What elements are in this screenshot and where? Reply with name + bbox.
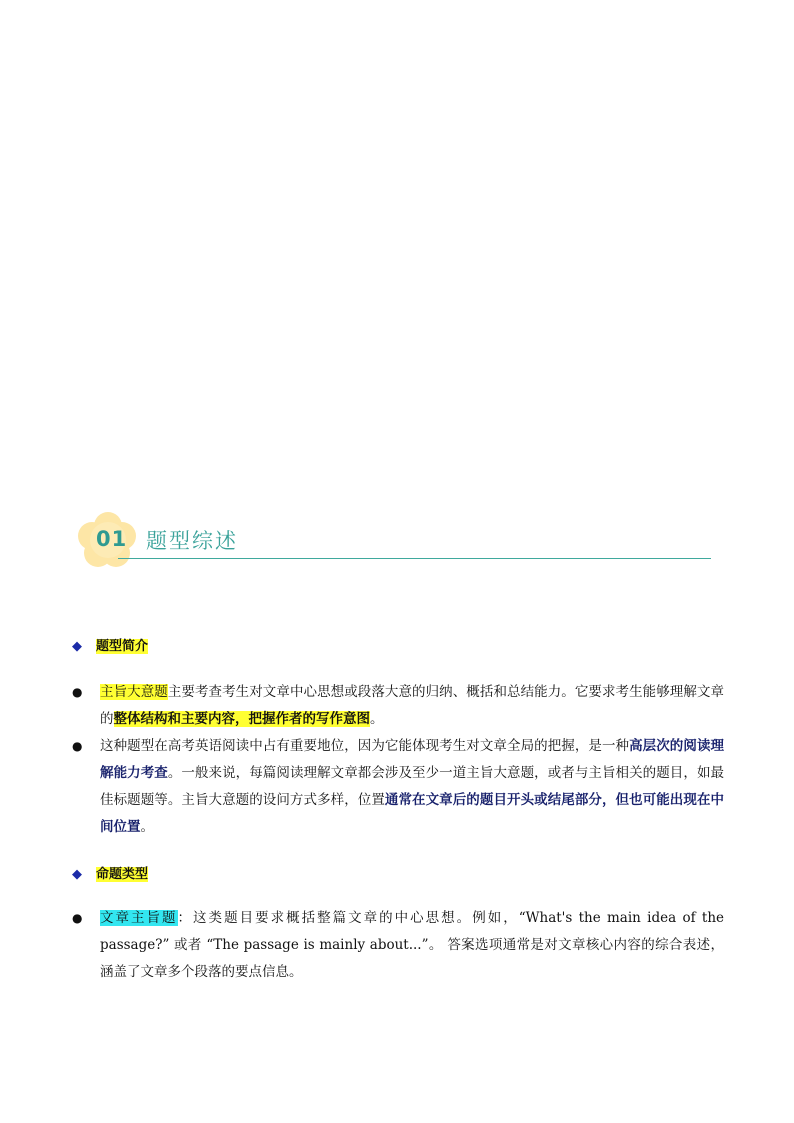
bullet-paragraph-3	[72, 905, 724, 986]
term-article-theme: 文章主旨题	[100, 910, 178, 926]
subheading-intro	[72, 635, 148, 654]
p2-text-a: 这种题型在高考英语阅读中占有重要地位，因为它能体现考生对文章全局的把握，是一种	[100, 738, 630, 754]
bullet-paragraph-1	[72, 679, 724, 733]
diamond-icon: ◆	[72, 867, 82, 882]
bullet-dot-icon: ●	[72, 739, 83, 753]
subheading-types-title: 命题类型	[96, 867, 149, 882]
bullet-paragraph-2	[72, 733, 724, 841]
section-title: 题型综述	[146, 529, 238, 553]
p2-emphasis-1: 高层次的阅读理解能力考查	[100, 738, 725, 781]
p2-end: 。	[140, 819, 154, 835]
p1-highlight: 整体结构和主要内容，把握作者的写作意图	[113, 711, 370, 727]
p2-emphasis-2: 通常在文章后的题目开头或结尾部分，但也可能出现在中间位置	[100, 792, 725, 835]
p1-text: 主要考查考生对文章中心思想或段落大意的归纳、概括和总结能力。它要求考生能够理解文章的	[100, 684, 725, 727]
section-number: 01	[96, 527, 128, 551]
term-main-idea: 主旨大意题	[100, 684, 168, 700]
section-divider	[118, 558, 711, 559]
subheading-types	[72, 863, 148, 882]
subheading-intro-title: 题型简介	[96, 639, 149, 654]
p2-text-c: 。一般来说，每篇阅读理解文章都会涉及至少一道主旨大意题，或者与主旨相关的题目，如最佳标题题等。主旨大意题的设问方式多样，位置	[100, 765, 725, 808]
p1-end: 。	[370, 711, 384, 727]
section-header	[78, 510, 718, 570]
bullet-dot-icon: ●	[72, 911, 83, 925]
bullet-dot-icon: ●	[72, 685, 83, 699]
diamond-icon: ◆	[72, 639, 82, 654]
p3-text: ：这类题目要求概括整篇文章的中心思想。例如，“What's the main idea of the passage?” 或者 “The passage is mainly about...”。 答案选项通常是对文章核心内容的综合表述，涵盖了文章多个段落的要点信息。	[100, 910, 724, 980]
